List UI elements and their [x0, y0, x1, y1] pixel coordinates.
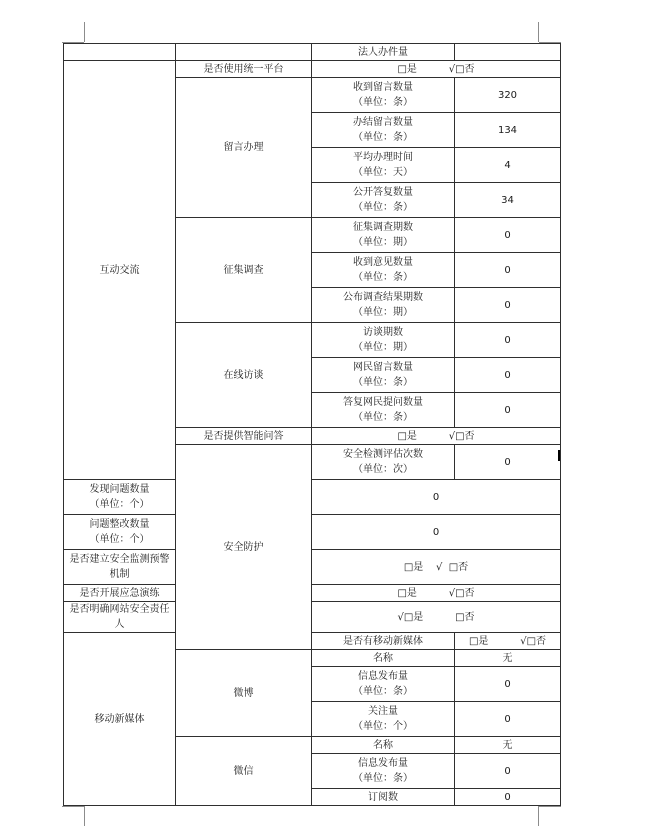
- row-label: 是否有移动新媒体: [312, 633, 455, 650]
- row-label: 是否使用统一平台: [176, 61, 312, 78]
- item-label: 公布调查结果期数 （单位：期）: [312, 288, 455, 323]
- section-media: 移动新媒体: [64, 633, 176, 806]
- table-row: [64, 480, 561, 515]
- checkbox-options: □是 √ □否: [312, 550, 561, 585]
- group-interview: 在线访谈: [176, 323, 312, 428]
- crop-mark: [84, 806, 85, 826]
- item-label: 信息发布量 （单位：条）: [312, 667, 455, 702]
- row-label: 法人办件量: [312, 44, 455, 61]
- group-wechat: 微信: [176, 737, 312, 806]
- item-label: 征集调查期数 （单位：期）: [312, 218, 455, 253]
- item-label: 关注量 （单位：个）: [312, 702, 455, 737]
- checkbox-options: □是 √□否: [312, 585, 561, 602]
- row-label: 是否明确网站安全责任人: [64, 602, 176, 633]
- item-label: 发现问题数量 （单位：个）: [64, 480, 176, 515]
- section-security: 安全防护: [176, 445, 312, 650]
- item-value: 0: [455, 702, 561, 737]
- table-row: [64, 515, 561, 550]
- item-value: 0: [455, 253, 561, 288]
- item-value: 134: [455, 113, 561, 148]
- item-label: 访谈期数 （单位：期）: [312, 323, 455, 358]
- item-value: 0: [312, 480, 561, 515]
- item-value: 0: [455, 667, 561, 702]
- item-value: 320: [455, 78, 561, 113]
- item-label: 公开答复数量 （单位：条）: [312, 183, 455, 218]
- item-label: 答复网民提问数量 （单位：条）: [312, 393, 455, 428]
- item-value: 0: [455, 218, 561, 253]
- item-label: 平均办理时间 （单位：天）: [312, 148, 455, 183]
- item-label: 信息发布量 （单位：条）: [312, 754, 455, 789]
- empty-cell: [176, 44, 312, 61]
- item-label: 办结留言数量 （单位：条）: [312, 113, 455, 148]
- item-value: 无: [455, 650, 561, 667]
- item-label: 收到意见数量 （单位：条）: [312, 253, 455, 288]
- row-value: [455, 44, 561, 61]
- table-row: [64, 602, 561, 633]
- item-value: 0: [455, 754, 561, 789]
- item-value: 0: [455, 358, 561, 393]
- report-table: [63, 43, 561, 806]
- crop-mark: [62, 806, 84, 807]
- item-label: 网民留言数量 （单位：条）: [312, 358, 455, 393]
- row-label: 是否开展应急演练: [64, 585, 176, 602]
- item-value: 0: [312, 515, 561, 550]
- table-row: [64, 44, 561, 61]
- checkbox-options: □是 √□否: [312, 428, 561, 445]
- item-label: 安全检测评估次数 （单位：次）: [312, 445, 455, 480]
- checkbox-options: √□是 □否: [312, 602, 561, 633]
- item-value: 34: [455, 183, 561, 218]
- group-weibo: 微博: [176, 650, 312, 737]
- item-value: 0: [455, 393, 561, 428]
- checkbox-options: □是 √□否: [312, 61, 561, 78]
- group-messages: 留言办理: [176, 78, 312, 218]
- crop-mark: [84, 22, 85, 42]
- group-survey: 征集调查: [176, 218, 312, 323]
- item-label: 名称: [312, 650, 455, 667]
- checkbox-options: □是 √□否: [455, 633, 561, 650]
- item-value: 0: [455, 445, 561, 480]
- row-label: 是否建立安全监测预警机制: [64, 550, 176, 585]
- item-label: 问题整改数量 （单位：个）: [64, 515, 176, 550]
- table-row: [64, 633, 561, 650]
- table-row: [64, 61, 561, 78]
- item-value: 0: [455, 323, 561, 358]
- item-label: 名称: [312, 737, 455, 754]
- item-value: 0: [455, 288, 561, 323]
- table-row: [64, 550, 561, 585]
- item-label: 订阅数: [312, 789, 455, 806]
- row-label: 是否提供智能问答: [176, 428, 312, 445]
- table-row: [64, 585, 561, 602]
- section-interaction: 互动交流: [64, 61, 176, 480]
- item-value: 0: [455, 789, 561, 806]
- item-value: 无: [455, 737, 561, 754]
- empty-cell: [64, 44, 176, 61]
- crop-mark: [538, 806, 539, 826]
- crop-mark: [539, 806, 561, 807]
- item-label: 收到留言数量 （单位：条）: [312, 78, 455, 113]
- crop-mark: [538, 22, 539, 42]
- item-value: 4: [455, 148, 561, 183]
